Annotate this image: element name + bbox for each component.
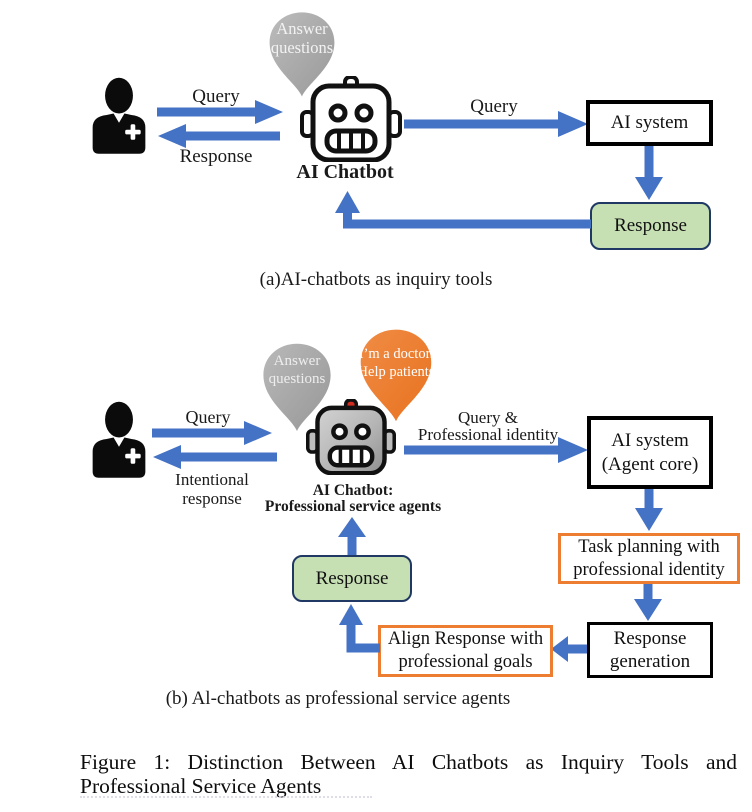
down-arrow-a [635,146,663,200]
intentional-line1: Intentional [175,470,249,489]
doctor-bubble-text [354,346,438,381]
faint-rule [80,796,372,798]
query2-label-a: Query [470,96,518,117]
response-box-b [292,555,412,602]
figure-caption [80,751,737,799]
query-label-b: Query [185,407,231,427]
chatbot-label-b-line1: AI Chatbot: [312,482,394,499]
return-arrow-a [333,189,591,231]
return-arrow-b [336,601,380,653]
task-planning-box [558,533,740,584]
robot-agent-icon [306,399,396,475]
bubble-line: Answer [273,353,321,369]
align-line2: professional goals [398,652,533,672]
response-generation-line2: generation [609,651,691,672]
answer-bubble-text [259,352,335,388]
response-label-a: Response [179,146,253,167]
task-planning-line2: professional identity [573,559,725,580]
down-arrow-b2 [634,584,662,621]
response-label-box-b: Response [315,567,389,589]
ai-system-label-a: AI system [610,112,689,134]
bubble-line: questions [270,38,334,57]
response-arrow-a [158,124,280,148]
response-label-box-a: Response [614,215,687,237]
intentional-response-arrow-b [153,445,277,469]
robot-icon [300,76,402,162]
bubble-line: Help patients [357,363,435,380]
ai-system-box-b [587,416,713,489]
figure-caption-line2: Professional Service Agents [80,773,322,798]
left-arrow-b [551,636,587,662]
ai-system-b-line1: AI system [611,430,689,452]
response-generation-line1: Response [613,627,687,649]
bubble-line: Answer [276,19,328,38]
response-box-a [590,202,711,250]
response-generation-box [587,622,713,678]
panel-b-caption: (b) Al-chatbots as professional service agents [165,688,511,709]
panel-a-caption: (a)AI-chatbots as inquiry tools [259,269,493,290]
align-line1: Align Response with [387,629,544,650]
task-planning-line1: Task planning with [578,536,720,557]
bubble-line: questions [268,371,326,387]
answer-bubble-text [266,19,338,57]
down-arrow-b1 [635,489,663,531]
chatbot-label-b [253,483,453,515]
query-identity-line2: Professional identity [417,424,559,444]
query-identity-line1: Query & [458,408,518,427]
patient-user-icon [88,400,150,478]
up-arrow-b [338,517,366,555]
figure-caption-line1: Figure 1: Distinction Between AI Chatbots as Inquiry Tools and [80,750,737,774]
intentional-response-label [152,470,272,508]
query-label-a: Query [192,86,240,107]
patient-user-icon [88,76,150,154]
intentional-line2: response [182,489,242,508]
align-response-box [378,625,553,677]
chatbot-label-b-line2: Professional service agents [264,498,442,515]
bubble-line: I’m a doctor. [358,346,434,362]
ai-system-box-a [586,100,713,146]
chatbot-label-a: AI Chatbot [296,161,394,183]
ai-system-b-line2: (Agent core) [601,453,699,475]
